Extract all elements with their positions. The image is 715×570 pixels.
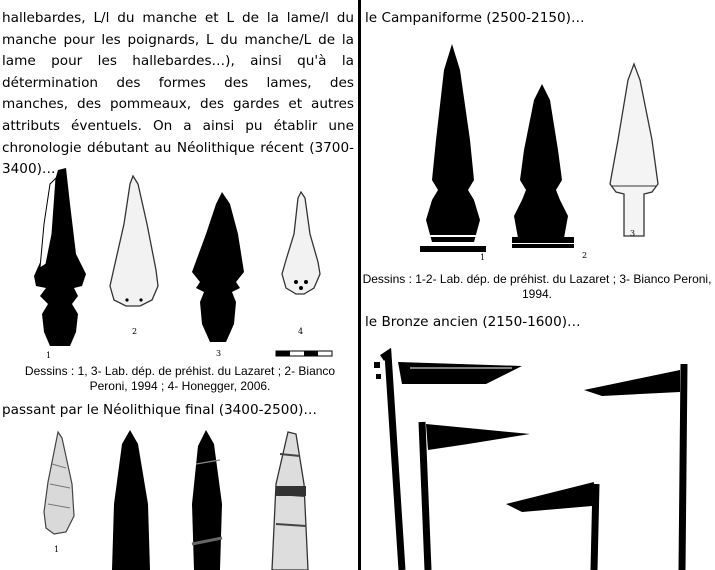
caption-figure3: Dessins : 1-2- Lab. dép. de préhist. du Lazaret ; 3- Bianco Peroni, 1994. [362, 272, 712, 301]
dagger-drawing-final-4 [272, 432, 308, 570]
figure1-number-2: 2 [132, 327, 138, 336]
dagger-drawing-final-3 [192, 430, 222, 570]
right-column [362, 0, 715, 570]
figure1-number-3: 3 [216, 349, 222, 358]
column-divider [358, 0, 361, 570]
figure2-number-1: 1 [54, 545, 60, 554]
halberd-drawing-2 [584, 364, 684, 570]
dagger-drawing-4 [282, 192, 320, 294]
dagger-drawing-final-1 [44, 432, 74, 534]
dagger-drawing-campaniforme-3 [610, 64, 658, 236]
halberd-drawing-4 [506, 482, 596, 570]
dagger-drawing-campaniforme-2 [512, 84, 574, 246]
halberd-drawing-1 [374, 354, 522, 570]
figure3-number-2: 2 [582, 251, 588, 260]
dagger-drawing-campaniforme-1 [420, 44, 486, 252]
halberd-drawing-3 [422, 422, 530, 570]
figure3-number-1: 1 [480, 253, 486, 262]
figure3-number-3: 3 [630, 229, 636, 238]
caption-figure1: Dessins : 1, 3- Lab. dép. de préhist. du Lazaret ; 2- Bianco Peroni, 1994 ; 4- Honegger, 2006. [24, 364, 336, 393]
figure-recent-neolithic-daggers [0, 164, 358, 360]
figure-campaniforme-daggers [362, 40, 715, 270]
dagger-drawing-3 [192, 192, 244, 342]
dagger-drawing-final-2 [112, 430, 150, 570]
heading-campaniforme: le Campaniforme (2500-2150)… [365, 10, 585, 26]
figure1-number-1: 1 [46, 351, 52, 360]
dagger-drawing-1 [34, 168, 86, 346]
heading-bronze-ancien: le Bronze ancien (2150-1600)… [365, 314, 581, 330]
figure1-number-4: 4 [298, 327, 304, 336]
intro-paragraph: hallebardes, L/l du manche et L de la lame/l du manche pour les poignards, L du manche/L de la lame pour les hallebardes…), ainsi qu'à la détermination des formes des lames, des manches, des pommeaux, des gardes et autres attributs éventuels. On a ainsi pu établir une chronologie débutant au Néolithique récent (3700-3400)… [2, 10, 354, 178]
heading-final-neolithic: passant par le Néolithique final (3400-2500)… [2, 402, 318, 418]
figure-bronze-halberds [362, 344, 715, 570]
scale-bar [276, 351, 332, 356]
dagger-drawing-2 [110, 176, 158, 306]
figure-final-neolithic-daggers [0, 424, 358, 570]
